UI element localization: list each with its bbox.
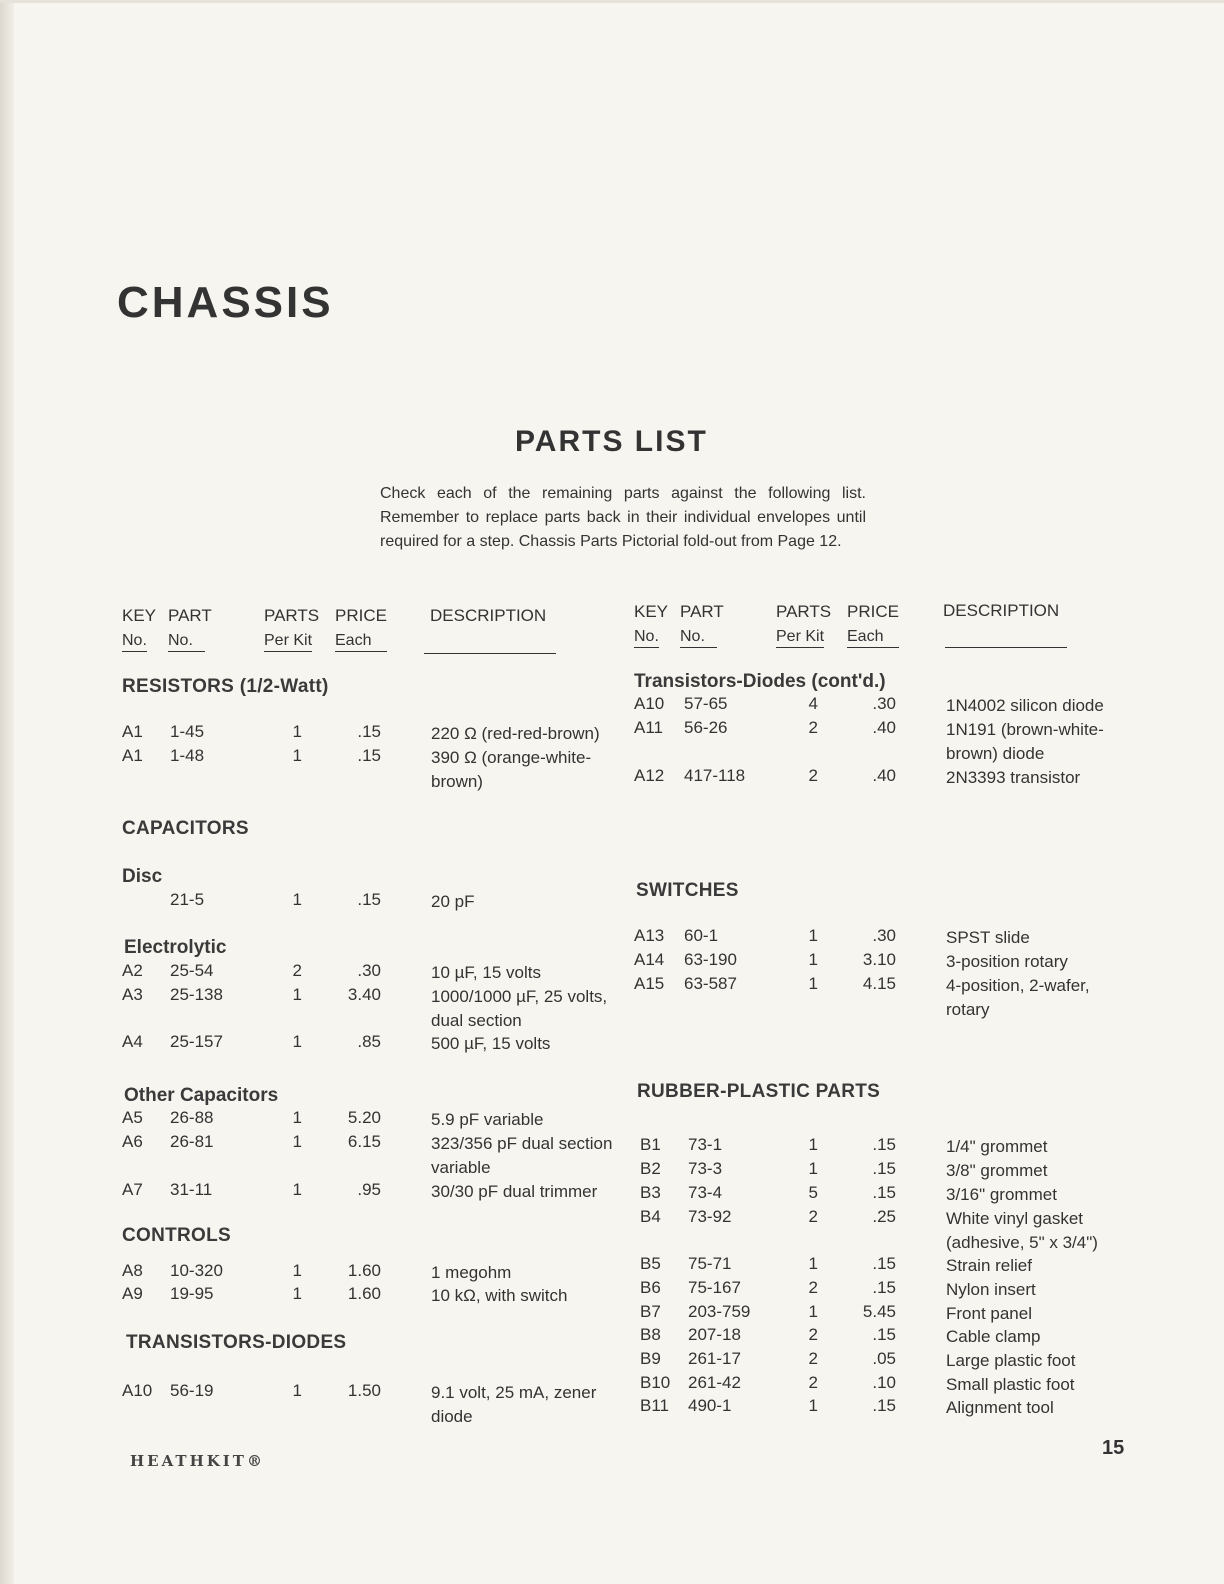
- cell-desc: SPST slide: [946, 928, 1030, 947]
- header-price: [335, 606, 387, 650]
- cell-part: 207-18: [688, 1325, 741, 1344]
- cell-desc: 220 Ω (red-red-brown): [431, 724, 600, 743]
- cell-price: .85: [357, 1032, 381, 1051]
- section-rubber-plastic-parts: RUBBER-PLASTIC PARTS: [637, 1081, 881, 1102]
- table-row: [0, 1278, 1224, 1302]
- cell-price: .15: [872, 1396, 896, 1415]
- cell-desc: 1N4002 silicon diode: [946, 696, 1104, 715]
- cell-price: .15: [872, 1159, 896, 1178]
- cell-qty: 1: [292, 1381, 302, 1400]
- cell-desc: 10 µF, 15 volts: [431, 963, 541, 982]
- cell-price: .30: [872, 926, 896, 945]
- subsection-disc: Disc: [122, 866, 163, 887]
- cell-desc: 390 Ω (orange-white-brown): [431, 748, 592, 791]
- cell-part: 203-759: [688, 1302, 751, 1321]
- cell-desc: 500 µF, 15 volts: [431, 1034, 551, 1053]
- cell-part: 63-587: [684, 974, 737, 993]
- cell-desc: Large plastic foot: [946, 1351, 1076, 1370]
- header-price-right: [847, 602, 899, 646]
- cell-key: B8: [640, 1325, 661, 1344]
- cell-desc: Strain relief: [946, 1256, 1032, 1275]
- parts-list-title: PARTS LIST: [515, 425, 708, 458]
- cell-desc: Small plastic foot: [946, 1375, 1075, 1394]
- cell-qty: 1: [292, 890, 302, 909]
- cell-desc: 4-position, 2-wafer, rotary: [946, 976, 1090, 1019]
- cell-key: B10: [640, 1373, 671, 1392]
- cell-price: .15: [357, 722, 381, 741]
- cell-price: .15: [872, 1135, 896, 1154]
- header-description-right-rule: [945, 647, 1067, 648]
- cell-part: 73-3: [688, 1159, 723, 1178]
- header-description: [430, 606, 546, 626]
- cell-desc: 1N191 (brown-white-brown) diode: [946, 720, 1104, 763]
- cell-key: A13: [634, 926, 665, 945]
- cell-key: A3: [122, 985, 143, 1004]
- subsection-other-capacitors: Other Capacitors: [124, 1085, 279, 1106]
- cell-price: .05: [872, 1349, 896, 1368]
- cell-price: .15: [872, 1254, 896, 1273]
- header-key-right-line2: No.: [634, 628, 659, 648]
- cell-desc: White vinyl gasket (adhesive, 5" x 3/4"): [946, 1209, 1098, 1252]
- cell-part: 73-1: [688, 1135, 723, 1154]
- section-transistors-diodes: TRANSISTORS-DIODES: [126, 1332, 347, 1353]
- table-row: [0, 1254, 1224, 1278]
- cell-key: A10: [634, 694, 665, 713]
- cell-part: 417-118: [684, 766, 746, 785]
- section-capacitors: CAPACITORS: [122, 818, 249, 839]
- header-part: [168, 606, 212, 650]
- header-qty-right-line1: PARTS: [776, 602, 832, 621]
- cell-qty: 2: [808, 766, 818, 785]
- cell-key: A9: [122, 1284, 143, 1303]
- cell-part: 56-19: [170, 1381, 214, 1400]
- cell-desc: 3/8" grommet: [946, 1161, 1048, 1180]
- header-qty: [264, 606, 319, 650]
- cell-price: 1.60: [347, 1284, 381, 1303]
- table-row: [0, 1183, 1224, 1207]
- section-title: CHASSIS: [117, 278, 334, 327]
- cell-key: B3: [640, 1183, 661, 1202]
- cell-key: A10: [122, 1381, 153, 1400]
- cell-qty: 2: [808, 1278, 818, 1297]
- header-qty-line2: Per Kit: [264, 632, 312, 652]
- cell-part: 261-42: [688, 1373, 741, 1392]
- cell-price: .95: [357, 1180, 381, 1199]
- cell-qty: 2: [808, 718, 818, 737]
- cell-part: 75-167: [688, 1278, 741, 1297]
- header-description-rule: [424, 653, 556, 654]
- cell-key: A8: [122, 1261, 143, 1280]
- cell-price: .10: [872, 1373, 896, 1392]
- cell-qty: 1: [292, 985, 302, 1004]
- cell-part: 73-92: [688, 1207, 732, 1226]
- table-row: [0, 1302, 1224, 1326]
- cell-qty: 1: [292, 1032, 302, 1051]
- cell-price: 1.60: [347, 1261, 381, 1280]
- cell-price: 1.50: [347, 1381, 381, 1400]
- table-row: [0, 1373, 1224, 1397]
- cell-part: 1-48: [170, 746, 205, 765]
- cell-desc: Cable clamp: [946, 1327, 1041, 1346]
- cell-price: 3.40: [347, 985, 381, 1004]
- cell-key: A2: [122, 961, 143, 980]
- cell-price: .15: [872, 1183, 896, 1202]
- cell-qty: 2: [808, 1349, 818, 1368]
- header-price-line2: Each: [335, 632, 387, 652]
- cell-price: 6.15: [347, 1132, 381, 1151]
- cell-part: 261-17: [688, 1349, 741, 1368]
- subsection-electrolytic: Electrolytic: [124, 937, 227, 958]
- table-row: [0, 694, 1224, 718]
- cell-qty: 1: [292, 722, 302, 741]
- cell-key: A6: [122, 1132, 143, 1151]
- heathkit-brand-logo: HEATHKIT®: [130, 1452, 265, 1470]
- cell-price: .25: [872, 1207, 896, 1226]
- cell-part: 26-81: [170, 1132, 214, 1151]
- cell-part: 26-88: [170, 1108, 214, 1127]
- header-description-right: [943, 601, 1059, 621]
- section-switches: SWITCHES: [636, 880, 739, 901]
- cell-part: 490-1: [688, 1396, 732, 1415]
- cell-qty: 1: [292, 1108, 302, 1127]
- header-part-right-line1: PART: [680, 602, 724, 621]
- cell-desc: 5.9 pF variable: [431, 1110, 544, 1129]
- cell-qty: 4: [808, 694, 818, 713]
- table-row: [0, 890, 1224, 914]
- cell-qty: 1: [808, 926, 818, 945]
- cell-part: 10-320: [170, 1261, 223, 1280]
- header-part-line1: PART: [168, 606, 212, 625]
- cell-qty: 1: [292, 1132, 302, 1151]
- cell-price: .15: [357, 746, 381, 765]
- cell-key: A14: [634, 950, 665, 969]
- table-row: [0, 1349, 1224, 1373]
- cell-price: 3.10: [862, 950, 896, 969]
- cell-part: 73-4: [688, 1183, 723, 1202]
- cell-price: 4.15: [862, 974, 896, 993]
- cell-qty: 1: [292, 746, 302, 765]
- table-row: [0, 1325, 1224, 1349]
- cell-part: 75-71: [688, 1254, 732, 1273]
- cell-part: 21-5: [170, 890, 205, 909]
- cell-qty: 1: [292, 1180, 302, 1199]
- cell-part: 25-157: [170, 1032, 223, 1051]
- header-key-line1: KEY: [122, 606, 157, 625]
- section-controls: CONTROLS: [122, 1225, 232, 1246]
- table-row: [0, 766, 1224, 790]
- cell-part: 57-65: [684, 694, 728, 713]
- cell-key: A5: [122, 1108, 143, 1127]
- cell-desc: Alignment tool: [946, 1398, 1054, 1417]
- cell-desc: 9.1 volt, 25 mA, zener diode: [431, 1383, 597, 1426]
- cell-qty: 2: [292, 961, 302, 980]
- cell-qty: 1: [808, 974, 818, 993]
- header-part-line2: No.: [168, 632, 205, 652]
- page-number: 15: [1102, 1437, 1125, 1459]
- cell-price: .30: [872, 694, 896, 713]
- cell-desc: 1000/1000 µF, 25 volts, dual section: [431, 987, 608, 1030]
- cell-price: .40: [872, 766, 896, 785]
- page-top-edge: [0, 0, 1224, 3]
- header-qty-right: [776, 602, 831, 646]
- cell-qty: 2: [808, 1207, 818, 1226]
- header-description-line1: DESCRIPTION: [430, 606, 547, 625]
- header-price-right-line2: Each: [847, 628, 899, 648]
- cell-key: B4: [640, 1207, 661, 1226]
- cell-price: 5.20: [347, 1108, 381, 1127]
- cell-key: B7: [640, 1302, 661, 1321]
- cell-price: .15: [872, 1278, 896, 1297]
- header-key: [122, 606, 156, 650]
- cell-key: A7: [122, 1180, 143, 1199]
- table-row: [0, 926, 1224, 950]
- header-key-line2: No.: [122, 632, 147, 652]
- header-key-right-line1: KEY: [634, 602, 669, 621]
- intro-paragraph: Check each of the remaining parts against the following list. Remember to replace parts back in their individual envelopes until required for a step. Chassis Parts Pictorial fold-out from Page 12.: [380, 485, 866, 550]
- cell-part: 31-11: [170, 1180, 213, 1199]
- table-row: [0, 1108, 1224, 1132]
- cell-qty: 2: [808, 1373, 818, 1392]
- cell-part: 25-54: [170, 961, 214, 980]
- cell-desc: 10 kΩ, with switch: [431, 1286, 568, 1305]
- cell-part: 1-45: [170, 722, 205, 741]
- cell-part: 19-95: [170, 1284, 214, 1303]
- table-row: [0, 950, 1224, 974]
- cell-desc: 3/16" grommet: [946, 1185, 1057, 1204]
- header-part-right: [680, 602, 724, 646]
- cell-desc: 20 pF: [431, 892, 475, 911]
- table-row: [0, 1032, 1224, 1056]
- cell-key: A15: [634, 974, 665, 993]
- cell-qty: 2: [808, 1325, 818, 1344]
- cell-key: B11: [640, 1396, 669, 1415]
- cell-key: B5: [640, 1254, 661, 1273]
- cell-qty: 1: [808, 1396, 818, 1415]
- cell-desc: 2N3393 transistor: [946, 768, 1081, 787]
- cell-qty: 1: [808, 1254, 818, 1273]
- cell-desc: 323/356 pF dual section variable: [431, 1134, 613, 1177]
- cell-key: A1: [122, 746, 143, 765]
- cell-price: 5.45: [862, 1302, 896, 1321]
- cell-key: B2: [640, 1159, 661, 1178]
- cell-price: .40: [872, 718, 896, 737]
- table-row: [0, 1135, 1224, 1159]
- cell-part: 25-138: [170, 985, 223, 1004]
- header-qty-line1: PARTS: [264, 606, 320, 625]
- cell-key: A12: [634, 766, 665, 785]
- cell-key: A1: [122, 722, 143, 741]
- cell-desc: Front panel: [946, 1304, 1032, 1323]
- cell-key: A11: [634, 718, 663, 737]
- cell-part: 56-26: [684, 718, 728, 737]
- cell-key: B6: [640, 1278, 661, 1297]
- cell-part: 63-190: [684, 950, 737, 969]
- cell-qty: 1: [808, 1302, 818, 1321]
- header-part-right-line2: No.: [680, 628, 717, 648]
- cell-price: .15: [872, 1325, 896, 1344]
- cell-desc: 30/30 pF dual trimmer: [431, 1182, 598, 1201]
- header-price-line1: PRICE: [335, 606, 387, 625]
- cell-qty: 1: [292, 1284, 302, 1303]
- header-key-right: [634, 602, 668, 646]
- subsection-transistors-diodes-contd: Transistors-Diodes (cont'd.): [634, 671, 886, 692]
- cell-qty: 1: [292, 1261, 302, 1280]
- cell-key: A4: [122, 1032, 143, 1051]
- cell-desc: 1/4" grommet: [946, 1137, 1048, 1156]
- cell-qty: 1: [808, 1159, 818, 1178]
- cell-price: .15: [357, 890, 381, 909]
- cell-key: B9: [640, 1349, 661, 1368]
- cell-desc: 1 megohm: [431, 1263, 512, 1282]
- cell-qty: 5: [808, 1183, 818, 1202]
- cell-desc: 3-position rotary: [946, 952, 1068, 971]
- cell-desc: Nylon insert: [946, 1280, 1036, 1299]
- header-qty-right-line2: Per Kit: [776, 628, 824, 648]
- cell-qty: 1: [808, 950, 818, 969]
- section-resistors: RESISTORS (1/2-Watt): [122, 676, 329, 697]
- cell-part: 60-1: [684, 926, 719, 945]
- table-row: [0, 1159, 1224, 1183]
- header-description-right-line1: DESCRIPTION: [943, 601, 1060, 620]
- cell-qty: 1: [808, 1135, 818, 1154]
- cell-key: B1: [640, 1135, 661, 1154]
- table-row: [0, 1396, 1224, 1420]
- header-price-right-line1: PRICE: [847, 602, 899, 621]
- cell-price: .30: [357, 961, 381, 980]
